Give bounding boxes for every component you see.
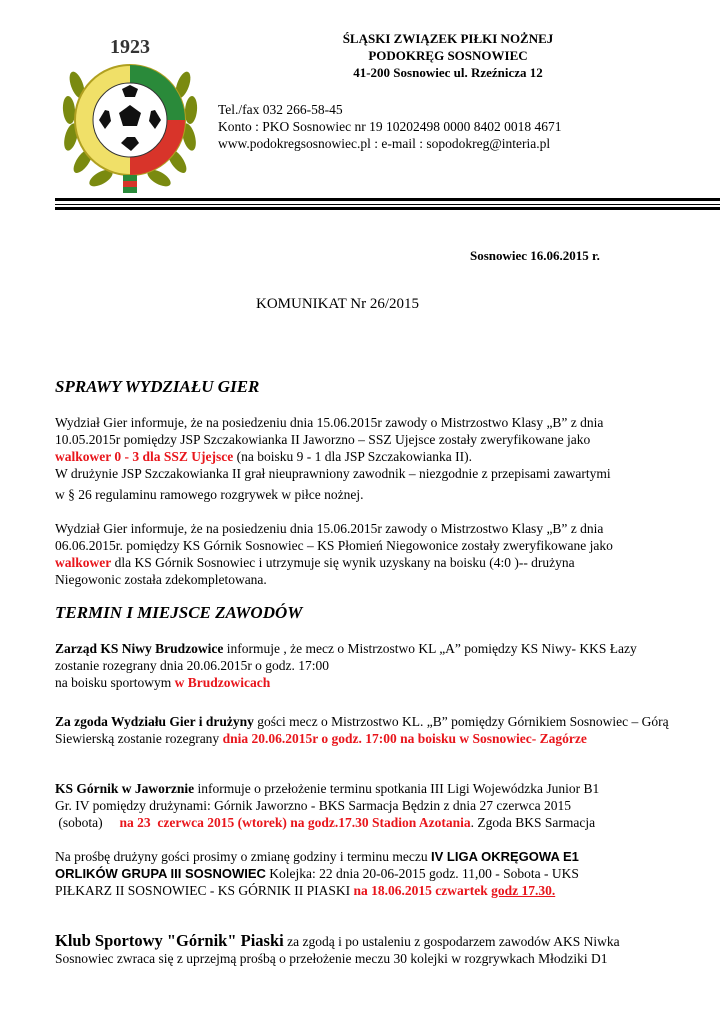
paragraph-verification-2: Wydział Gier informuje, że na posiedzeniu dnia 15.06.2015r zawody o Mistrzostwo Klasy „B” z dnia 06.06.2015r. pomiędzy KS Górnik Sosnowiec – KS Płomień Niegowonice zostały zweryfikowane jako walkower dla KS Górnik Sosnowiec i utrzymuje się wynik uzyskany na boisku (4:0 )-- drużyna Niegowonic została zdekompletowana. <box>55 521 613 587</box>
header-divider-bottom <box>55 207 720 210</box>
paragraph-brudzowice: Zarząd KS Niwy Brudzowice informuje , że mecz o Mistrzostwo KL „A” pomiędzy KS Niwy- KKS Łazy zostanie rozegrany dnia 20.06.2015r o godz. 17:00 na boisku sportowym w Brudzowicach <box>55 641 637 690</box>
contact-web[interactable]: www.podokregsosnowiec.pl : e-mail : sopodokreg@interia.pl <box>218 136 551 151</box>
paragraph-gornik-piaski: Klub Sportowy "Górnik" Piaski za zgodą i po ustaleniu z gospodarzem zawodów AKS Niwka Sosnowiec zwraca się z uprzejmą prośbą o przełożenie meczu 30 kolejki w rozgrywkach Młodziki D1 <box>55 931 620 966</box>
org-address: 41-200 Sosnowiec ul. Rzeźnicza 12 <box>353 65 543 80</box>
contact-phone: Tel./fax 032 266-58-45 <box>218 102 343 117</box>
section-heading-games: SPRAWY WYDZIAŁU GIER <box>55 377 260 396</box>
org-subdivision: PODOKRĘG SOSNOWIEC <box>368 48 528 63</box>
org-name: ŚLĄSKI ZWIĄZEK PIŁKI NOŻNEJ <box>342 31 554 46</box>
paragraph-orliki: Na prośbę drużyny gości prosimy o zmianę godziny i terminu meczu IV LIGA OKRĘGOWA E1 ORLIKÓW GRUPA III SOSNOWIEC Kolejka: 22 dnia 20-06-2015 godz. 11,00 - Sobota - UKS PIŁKARZ II SOSNOWIEC - KS GÓRNIK II PIASKI na 18.06.2015 czwartek godz 17.30. <box>55 849 579 898</box>
header-divider-thin <box>55 204 720 205</box>
document-title: KOMUNIKAT Nr 26/2015 <box>256 296 420 312</box>
logo <box>55 25 205 200</box>
document-date: Sosnowiec 16.06.2015 r. <box>470 248 600 263</box>
paragraph-zagorze: Za zgoda Wydziału Gier i drużyny gości mecz o Mistrzostwo KL. „B” pomiędzy Górnikiem Sosnowiec – Górą Siewierską zostanie rozegrany dnia 20.06.2015r o godz. 17:00 na boisku w Sosnowiec- Zagórze <box>55 714 669 746</box>
logo-year: 1923 <box>110 36 150 58</box>
header-divider <box>55 198 720 201</box>
contact-block <box>218 101 562 152</box>
section-heading-schedule: TERMIN I MIEJSCE ZAWODÓW <box>55 603 303 622</box>
contact-bank: Konto : PKO Sosnowiec nr 19 10202498 0000 8402 0018 4671 <box>218 119 562 134</box>
org-header <box>218 30 678 81</box>
paragraph-jaworzno: KS Górnik w Jaworznie informuje o przełożenie terminu spotkania III Ligi Wojewódzka Junior B1 Gr. IV pomiędzy drużynami: Górnik Jaworzno - BKS Sarmacja Będzin z dnia 27 czerwca 2015 (sobota) na 23 czerwca 2015 (wtorek) na godz.17.30 Stadion Azotania. Zgoda BKS Sarmacja <box>55 781 600 830</box>
paragraph-verification-1: Wydział Gier informuje, że na posiedzeniu dnia 15.06.2015r zawody o Mistrzostwo Klasy „B” z dnia 10.05.2015r pomiędzy JSP Szczakowianka II Jaworzno – SSZ Ujejsce zostały zweryfikowane jako walkower 0 - 3 dla SSZ Ujejsce (na boisku 9 - 1 dla JSP Szczakowianka II). W drużynie JSP Szczakowianka II grał nieuprawniony zawodnik – niezgodnie z przepisami zawartymi w § 26 regulaminu ramowego rozgrywek w piłce nożnej. <box>55 415 611 502</box>
